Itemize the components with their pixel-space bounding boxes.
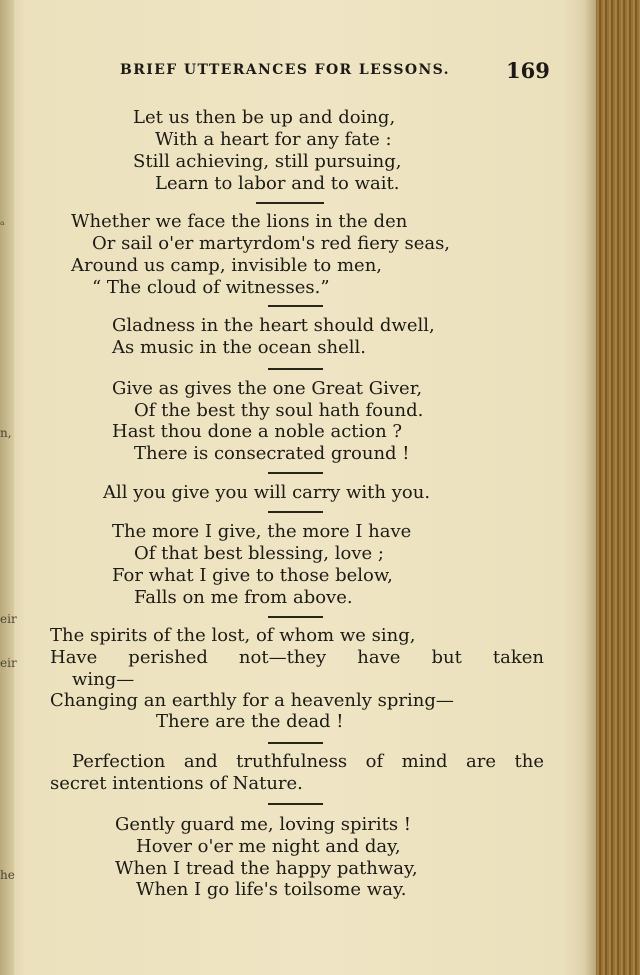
margin-mark: n, <box>0 426 12 440</box>
verse-line: Changing an earthly for a heavenly spring— <box>50 690 454 711</box>
section-divider <box>268 511 323 513</box>
verse-line: When I go life's toilsome way. <box>136 879 407 900</box>
verse-line: When I tread the happy pathway, <box>115 858 418 879</box>
section-divider <box>268 803 323 805</box>
verse-line: Of that best blessing, love ; <box>134 543 384 564</box>
verse-line: For what I give to those below, <box>112 565 393 586</box>
verse-line: Around us camp, invisible to men, <box>71 255 383 276</box>
verse-line: Gently guard me, loving spirits ! <box>115 814 412 835</box>
section-divider <box>268 305 323 307</box>
verse-line: There are the dead ! <box>156 711 344 732</box>
verse-line: With a heart for any fate : <box>155 129 392 150</box>
section-divider <box>268 472 323 474</box>
verse-line: Have perished not—they have but taken <box>50 647 544 668</box>
verse-line: Hover o'er me night and day, <box>136 836 401 857</box>
margin-mark: ₐ <box>0 214 5 228</box>
verse-line: There is consecrated ground ! <box>134 443 410 464</box>
verse-line: All you give you will carry with you. <box>103 482 431 503</box>
verse-line: The spirits of the lost, of whom we sing, <box>50 625 416 646</box>
verse-line: Learn to labor and to wait. <box>155 173 400 194</box>
verse-line: Of the best thy soul hath found. <box>134 400 424 421</box>
page-number: 169 <box>506 58 550 83</box>
prose-line: secret intentions of Nature. <box>50 773 303 794</box>
verse-line: “ The cloud of witnesses.” <box>92 277 330 298</box>
margin-mark: he <box>0 868 15 882</box>
verse-line: Let us then be up and doing, <box>133 107 396 128</box>
page-left-edge <box>0 0 14 975</box>
verse-line: wing— <box>72 669 135 690</box>
verse-line: Still achieving, still pursuing, <box>133 151 402 172</box>
verse-line: Falls on me from above. <box>134 587 353 608</box>
verse-line: Or sail o'er martyrdom's red fiery seas, <box>92 233 451 254</box>
section-divider <box>268 616 323 618</box>
verse-line: Gladness in the heart should dwell, <box>112 315 435 336</box>
running-title: BRIEF UTTERANCES FOR LESSONS. <box>120 62 450 78</box>
verse-line: Whether we face the lions in the den <box>71 211 408 232</box>
section-divider <box>268 742 323 744</box>
verse-line: As music in the ocean shell. <box>112 337 367 358</box>
verse-line: Hast thou done a noble action ? <box>112 421 403 442</box>
book-spine-edge <box>596 0 640 975</box>
prose-line: Perfection and truthfulness of mind are the <box>72 751 544 772</box>
margin-mark: eir <box>0 656 17 670</box>
margin-mark: eir <box>0 612 17 626</box>
section-divider <box>256 202 324 204</box>
page-header <box>120 58 560 86</box>
section-divider <box>268 368 323 370</box>
verse-line: Give as gives the one Great Giver, <box>112 378 423 399</box>
verse-line: The more I give, the more I have <box>112 521 412 542</box>
